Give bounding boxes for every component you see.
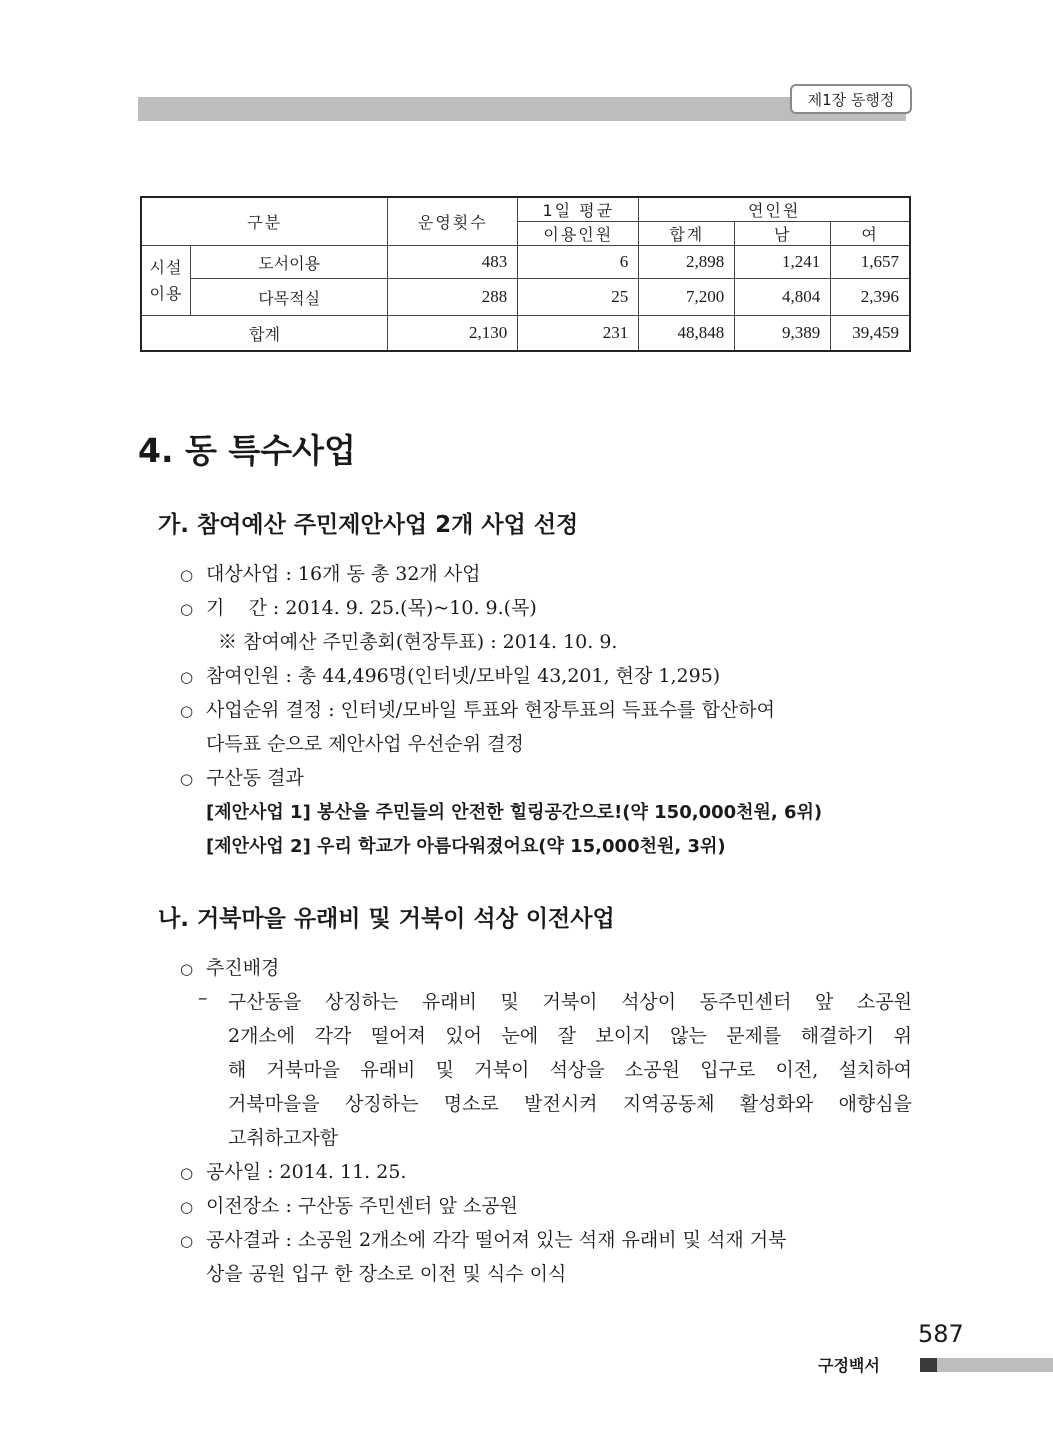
header-male: 남 bbox=[735, 222, 831, 246]
row-operations: 483 bbox=[388, 246, 518, 279]
bullet-icon: ○ bbox=[180, 702, 194, 720]
list-item-continuation: 상을 공원 입구 한 장소로 이전 및 식수 이식 bbox=[206, 1263, 567, 1285]
list-item bbox=[180, 695, 775, 722]
bullet-icon: ○ bbox=[180, 566, 194, 584]
list-item bbox=[180, 559, 481, 586]
list-item-text: 이전장소 : 구산동 주민센터 앞 소공원 bbox=[206, 1195, 518, 1217]
list-item bbox=[180, 1225, 786, 1252]
list-item-text: 기 간 : 2014. 9. 25.(목)~10. 9.(목) bbox=[206, 597, 537, 619]
list-item bbox=[180, 593, 537, 620]
chapter-tab: 제1장 동행정 bbox=[790, 84, 912, 114]
bullet-icon: ○ bbox=[180, 1198, 194, 1216]
note-line: ※ 참여예산 주민총회(현장투표) : 2014. 10. 9. bbox=[218, 631, 618, 653]
header-daily-avg: 1일 평균 bbox=[518, 197, 639, 222]
background-line: 2개소에 각각 떨어져 있어 눈에 잘 보이지 않는 문제를 해결하기 위 bbox=[228, 1025, 912, 1047]
table-row bbox=[141, 246, 910, 279]
page-number: 587 bbox=[918, 1320, 964, 1348]
background-line: 고취하고자함 bbox=[228, 1127, 339, 1149]
list-item-text: 공사결과 : 소공원 2개소에 각각 떨어져 있는 석재 유래비 및 석재 거북 bbox=[206, 1229, 787, 1251]
background-line: 해 거북마을 유래비 및 거북이 석상을 소공원 입구로 이전, 설치하여 bbox=[228, 1059, 912, 1081]
group-label-line-2: 이용 bbox=[149, 283, 183, 303]
row-female: 1,657 bbox=[831, 246, 910, 279]
header-sum: 합계 bbox=[639, 222, 735, 246]
row-male: 1,241 bbox=[735, 246, 831, 279]
bullet-icon: ○ bbox=[180, 770, 194, 788]
table-row bbox=[141, 279, 910, 316]
header-female: 여 bbox=[831, 222, 910, 246]
row-female: 2,396 bbox=[831, 279, 910, 316]
total-name: 합계 bbox=[141, 316, 388, 352]
row-daily-avg: 25 bbox=[518, 279, 639, 316]
bullet-icon: ○ bbox=[180, 1232, 194, 1250]
total-male: 9,389 bbox=[735, 316, 831, 352]
group-label bbox=[141, 246, 191, 316]
total-sum: 48,848 bbox=[639, 316, 735, 352]
row-operations: 288 bbox=[388, 279, 518, 316]
total-daily-avg: 231 bbox=[518, 316, 639, 352]
row-sum: 7,200 bbox=[639, 279, 735, 316]
total-operations: 2,130 bbox=[388, 316, 518, 352]
footer-bar-dark bbox=[920, 1358, 937, 1372]
list-item bbox=[180, 661, 720, 688]
book-title: 구정백서 bbox=[818, 1356, 880, 1375]
bullet-icon: ○ bbox=[180, 1164, 194, 1182]
result-line-2: [제안사업 2] 우리 학교가 아름다워졌어요(약 15,000천원, 3위) bbox=[206, 836, 726, 857]
result-line-1: [제안사업 1] 봉산을 주민들의 안전한 힐링공간으로!(약 150,000천원, 6위) bbox=[206, 802, 823, 823]
bullet-icon: ○ bbox=[180, 600, 194, 618]
dash-icon: – bbox=[198, 987, 208, 1009]
group-label-line-1: 시설 bbox=[149, 257, 183, 277]
header-operations: 운영횟수 bbox=[388, 197, 518, 246]
list-item-text: 추진배경 bbox=[206, 957, 280, 979]
row-name: 다목적실 bbox=[191, 279, 388, 316]
list-item bbox=[180, 1157, 406, 1184]
header-category: 구분 bbox=[141, 197, 388, 246]
background-line: 거북마을을 상징하는 명소로 발전시켜 지역공동체 활성화와 애향심을 bbox=[228, 1093, 912, 1115]
list-item bbox=[180, 953, 279, 980]
bullet-icon: ○ bbox=[180, 668, 194, 686]
list-item-text: 공사일 : 2014. 11. 25. bbox=[206, 1161, 407, 1183]
list-item bbox=[180, 763, 304, 790]
bullet-icon: ○ bbox=[180, 960, 194, 978]
list-item-text: 사업순위 결정 : 인터넷/모바일 투표와 현장투표의 득표수를 합산하여 bbox=[206, 699, 775, 721]
row-male: 4,804 bbox=[735, 279, 831, 316]
list-item-text: 구산동 결과 bbox=[206, 767, 304, 789]
list-item-continuation: 다득표 순으로 제안사업 우선순위 결정 bbox=[206, 733, 524, 755]
header-daily-avg-2: 이용인원 bbox=[518, 222, 639, 246]
background-line: 구산동을 상징하는 유래비 및 거북이 석상이 동주민센터 앞 소공원 bbox=[228, 991, 912, 1013]
table-total-row bbox=[141, 316, 910, 352]
footer-bar-light bbox=[937, 1358, 1053, 1372]
subsection-a-title: 가. 참여예산 주민제안사업 2개 사업 선정 bbox=[158, 512, 579, 538]
row-sum: 2,898 bbox=[639, 246, 735, 279]
row-name: 도서이용 bbox=[191, 246, 388, 279]
subsection-b-title: 나. 거북마을 유래비 및 거북이 석상 이전사업 bbox=[158, 906, 615, 932]
list-item bbox=[180, 1191, 518, 1218]
list-item-text: 대상사업 : 16개 동 총 32개 사업 bbox=[206, 563, 481, 585]
section-title: 4. 동 특수사업 bbox=[138, 431, 356, 470]
usage-stats-table bbox=[140, 196, 911, 352]
row-daily-avg: 6 bbox=[518, 246, 639, 279]
total-female: 39,459 bbox=[831, 316, 910, 352]
list-item-text: 참여인원 : 총 44,496명(인터넷/모바일 43,201, 현장 1,295) bbox=[206, 665, 721, 687]
header-total-people: 연인원 bbox=[639, 197, 910, 222]
